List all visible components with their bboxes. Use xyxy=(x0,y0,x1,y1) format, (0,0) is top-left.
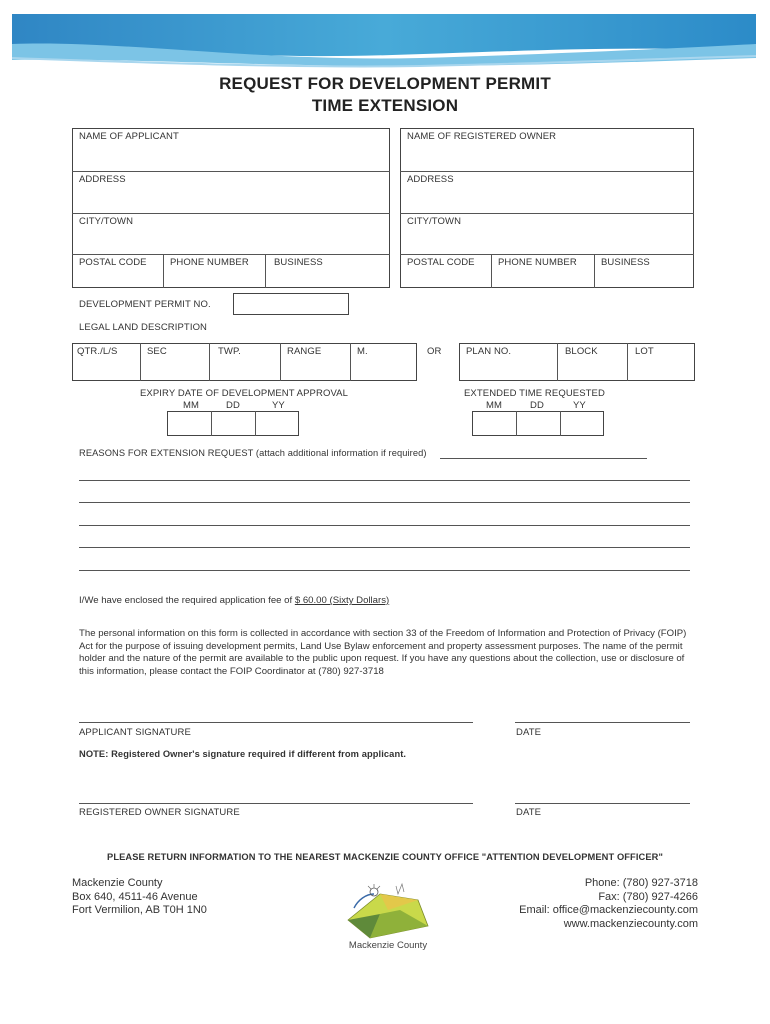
reasons-input-line-4[interactable] xyxy=(79,547,690,548)
reasons-input-line-3[interactable] xyxy=(79,525,690,526)
footer-fax: Fax: (780) 927-4266 xyxy=(598,890,698,903)
block-field[interactable]: BLOCK xyxy=(565,346,598,357)
applicant-postal-field[interactable]: POSTAL CODE xyxy=(79,257,147,268)
owner-address-field[interactable]: ADDRESS xyxy=(407,174,454,185)
divider xyxy=(557,343,558,381)
footer-org: Mackenzie County xyxy=(72,877,163,889)
divider xyxy=(72,171,390,172)
privacy-notice: The personal information on this form is collected in accordance with section 33 of the Freedom of Information and Protection of Privacy (FOIP) Act for the purpose of issuing development permits, Land Use Bylaw enforcement and property assessment purposes. The name of the permit holder and the nature of the permit are available to the public upon request. If you have any questions about the collection, use or disclosure of this information, please contact the FOIP Coordinator at (780) 927-3718 xyxy=(79,628,687,677)
expiry-date-label: EXPIRY DATE OF DEVELOPMENT APPROVAL xyxy=(140,388,348,399)
extended-dd-label: DD xyxy=(530,400,544,411)
applicant-address-field[interactable]: ADDRESS xyxy=(79,174,126,185)
applicant-city-field[interactable]: CITY/TOWN xyxy=(79,216,134,227)
divider xyxy=(491,254,492,288)
plan-no-field[interactable]: PLAN NO. xyxy=(466,346,512,357)
meridian-field[interactable]: M. xyxy=(357,346,368,357)
range-field[interactable]: RANGE xyxy=(287,346,322,357)
expiry-date-input[interactable] xyxy=(167,411,299,436)
divider xyxy=(516,411,517,436)
owner-signature-line[interactable] xyxy=(79,803,473,804)
owner-signature-note: NOTE: Registered Owner's signature required if different from applicant. xyxy=(79,749,407,759)
permit-no-input[interactable] xyxy=(233,293,349,315)
expiry-mm-label: MM xyxy=(183,400,200,411)
owner-phone-field[interactable]: PHONE NUMBER xyxy=(498,257,577,268)
divider xyxy=(72,213,390,214)
divider xyxy=(627,343,628,381)
divider xyxy=(560,411,561,436)
applicant-signature-label: APPLICANT SIGNATURE xyxy=(79,727,191,738)
divider xyxy=(140,343,141,381)
applicant-signature-line[interactable] xyxy=(79,722,473,723)
divider xyxy=(280,343,281,381)
owner-name-field[interactable]: NAME OF REGISTERED OWNER xyxy=(407,131,557,142)
divider xyxy=(350,343,351,381)
sec-field[interactable]: SEC xyxy=(147,346,167,357)
header-banner xyxy=(0,0,770,70)
divider xyxy=(265,254,266,288)
applicant-date-line[interactable] xyxy=(515,722,690,723)
divider xyxy=(72,254,390,255)
footer-email[interactable]: Email: office@mackenziecounty.com xyxy=(519,904,698,916)
lot-field[interactable]: LOT xyxy=(635,346,654,357)
reasons-input-line-2[interactable] xyxy=(79,502,690,503)
footer-contact xyxy=(519,877,698,931)
owner-signature-label: REGISTERED OWNER SIGNATURE xyxy=(79,807,240,818)
footer-address-line-1: Box 640, 4511-46 Avenue xyxy=(72,890,198,903)
footer-website[interactable]: www.mackenziecounty.com xyxy=(563,917,698,930)
extended-yy-label: YY xyxy=(573,400,586,411)
mackenzie-county-logo xyxy=(340,880,435,942)
owner-date-label: DATE xyxy=(516,807,542,818)
footer-phone: Phone: (780) 927-3718 xyxy=(584,877,698,889)
applicant-business-field[interactable]: BUSINESS xyxy=(274,257,323,268)
title-line-2: TIME EXTENSION xyxy=(311,96,459,115)
qtr-field[interactable]: QTR./L/S xyxy=(77,346,118,357)
owner-business-field[interactable]: BUSINESS xyxy=(601,257,650,268)
reasons-input-line-0[interactable] xyxy=(440,458,647,459)
applicant-date-label: DATE xyxy=(516,727,542,738)
expiry-yy-label: YY xyxy=(272,400,285,411)
divider xyxy=(400,254,694,255)
fee-prefix: I/We have enclosed the required application fee of xyxy=(79,595,295,606)
divider xyxy=(255,411,256,436)
applicant-phone-field[interactable]: PHONE NUMBER xyxy=(170,257,249,268)
expiry-dd-label: DD xyxy=(226,400,240,411)
divider xyxy=(594,254,595,288)
twp-field[interactable]: TWP. xyxy=(218,346,241,357)
return-notice: PLEASE RETURN INFORMATION TO THE NEAREST MACKENZIE COUNTY OFFICE "ATTENTION DEVELOPMENT OFFICER" xyxy=(107,852,663,862)
applicant-name-field[interactable]: NAME OF APPLICANT xyxy=(79,131,179,142)
divider xyxy=(209,343,210,381)
permit-no-label: DEVELOPMENT PERMIT NO. xyxy=(79,299,211,310)
owner-postal-field[interactable]: POSTAL CODE xyxy=(407,257,475,268)
logo-caption: Mackenzie County xyxy=(348,940,428,951)
owner-city-field[interactable]: CITY/TOWN xyxy=(407,216,462,227)
extended-time-label: EXTENDED TIME REQUESTED xyxy=(464,388,605,399)
title-line-1: REQUEST FOR DEVELOPMENT PERMIT xyxy=(219,74,551,93)
extended-mm-label: MM xyxy=(486,400,503,411)
divider xyxy=(211,411,212,436)
reasons-input-line-1[interactable] xyxy=(79,480,690,481)
footer-address xyxy=(72,877,207,918)
legal-land-label: LEGAL LAND DESCRIPTION xyxy=(79,322,208,333)
owner-date-line[interactable] xyxy=(515,803,690,804)
footer-address-line-2: Fort Vermilion, AB T0H 1N0 xyxy=(72,904,207,916)
reasons-input-line-5[interactable] xyxy=(79,570,690,571)
or-label: OR xyxy=(427,346,442,357)
divider xyxy=(400,213,694,214)
extended-date-input[interactable] xyxy=(472,411,604,436)
fee-amount: $ 60.00 (Sixty Dollars) xyxy=(294,595,390,606)
divider xyxy=(163,254,164,288)
reasons-label: REASONS FOR EXTENSION REQUEST (attach additional information if required) xyxy=(79,448,427,458)
fee-statement xyxy=(79,595,389,608)
divider xyxy=(400,171,694,172)
